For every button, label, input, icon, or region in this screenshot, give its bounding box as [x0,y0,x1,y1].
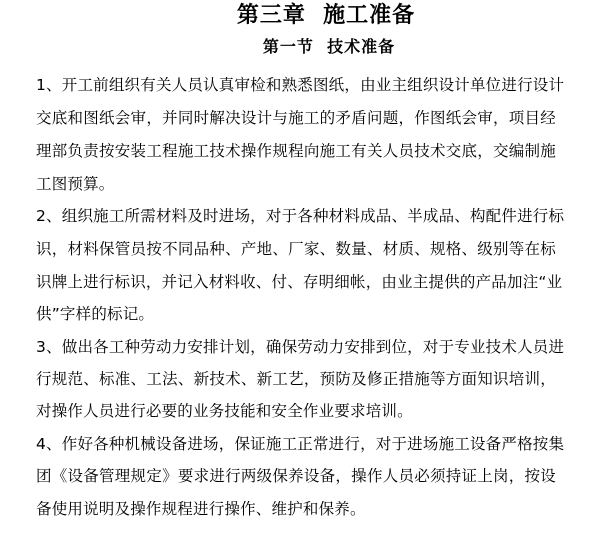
paragraph-line: 识牌上进行标识，并记入材料收、付、存明细帐，由业主提供的产品加注“业 [36,273,563,291]
paragraph-line: 团《设备管理规定》要求进行两级保养设备，操作人员必须持证上岗，按设 [36,467,556,485]
paragraph-line: 1、开工前组织有关人员认真审检和熟悉图纸，由业主组织设计单位进行设计 [36,76,565,94]
chapter-title: 第三章 施工准备 [236,2,416,28]
paragraph-line: 行规范、标准、工法、新技术、新工艺，预防及修正措施等方面知识培训， [36,370,556,388]
paragraph-line: 工图预算。 [36,175,115,193]
section-title: 第一节 技术准备 [262,37,396,56]
paragraph-line: 3、做出各工种劳动力安排计划，确保劳动力安排到位，对于专业技术人员进 [36,338,565,356]
paragraph-line: 2、组织施工所需材料及时进场，对于各种材料成品、半成品、构配件进行标 [36,207,565,225]
paragraph-line: 备使用说明及操作规程进行操作、维护和保养。 [36,500,366,518]
paragraph-line: 识，材料保管员按不同品种、产地、厂家、数量、材质、规格、级别等在标 [36,240,556,258]
paragraph-line: 对操作人员进行必要的业务技能和安全作业要求培训。 [36,402,413,420]
paragraph-line: 理部负责按安装工程施工技术操作规程向施工有关人员技术交底，交编制施 [36,142,556,160]
paragraph-line: 供”字样的标记。 [36,305,155,323]
paragraph-line: 交底和图纸会审，并同时解决设计与施工的矛盾问题，作图纸会审，项目经 [36,109,556,127]
paragraph-line: 4、作好各种机械设备进场，保证施工正常进行，对于进场施工设备严格按集 [36,435,565,453]
